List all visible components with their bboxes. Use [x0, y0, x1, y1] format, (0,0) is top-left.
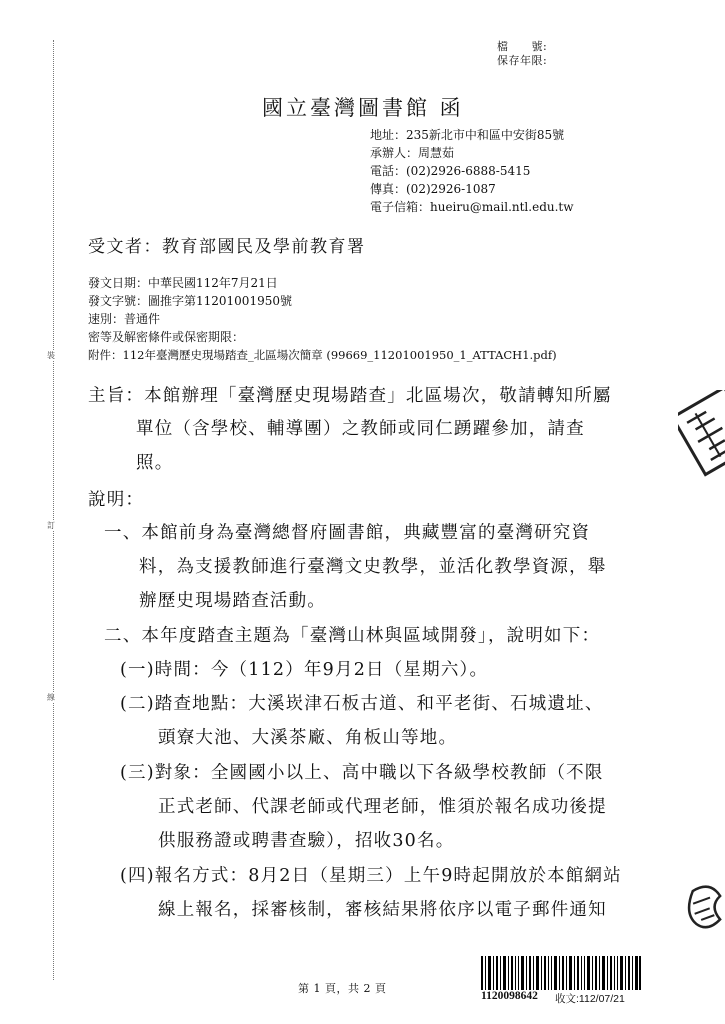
- retention-label: 保存年限:: [497, 54, 548, 67]
- received-date: 收文:112/07/21: [555, 993, 625, 1005]
- subject-line-3: 照。: [136, 453, 174, 473]
- document-number: 發文字號：圖推字第11201001950號: [88, 294, 292, 308]
- page-number: 第 1 頁，共 2 頁: [298, 982, 387, 995]
- item-1-line-3: 辦歷史現場踏查活動。: [139, 591, 326, 611]
- contact-phone: 電話：(02)2926-6888-5415: [370, 164, 531, 178]
- subject-line-1: 主旨：本館辦理「臺灣歷史現場踏查」北區場次，敬請轉知所屬: [88, 386, 612, 406]
- item-1-line-2: 料，為支援教師進行臺灣文史教學，並活化教學資源，舉: [139, 557, 607, 577]
- barcode-number: 1120098642: [481, 990, 538, 1002]
- sub-item-2-line-2: 頭寮大池、大溪茶廠、角板山等地。: [158, 728, 458, 748]
- page-title: 國立臺灣圖書館 函: [262, 96, 464, 120]
- stamp-icon: [678, 390, 725, 480]
- attachment-link[interactable]: 附件：112年臺灣歷史現場踏查_北區場次簡章 (99669_11201001950_1_ATTACH1.pdf): [88, 348, 557, 362]
- binding-line: [53, 40, 56, 980]
- binding-mark-top: 裝: [47, 351, 55, 360]
- contact-handler: 承辦人：周慧茹: [370, 146, 455, 160]
- sub-item-1: (一)時間：今（112）年9月2日（星期六）。: [120, 660, 489, 680]
- sub-item-3-line-2: 正式老師、代課老師或代理老師，惟須於報名成功後提: [158, 797, 607, 817]
- sub-item-2-line-1: (二)踏查地點：大溪崁津石板古道、和平老街、石城遺址、: [120, 694, 604, 714]
- contact-address: 地址：235新北市中和區中安街85號: [370, 128, 565, 142]
- contact-email: 電子信箱：hueiru@mail.ntl.edu.tw: [370, 200, 574, 214]
- subject-line-2: 單位（含學校、輔導團）之教師或同仁踴躍參加，請查: [136, 419, 585, 439]
- file-number-label: 檔 號:: [497, 40, 548, 53]
- item-2-line-1: 二、本年度踏查主題為「臺灣山林與區域開發」，說明如下：: [104, 626, 601, 646]
- contact-fax: 傳真：(02)2926-1087: [370, 182, 496, 196]
- secrecy-level: 密等及解密條件或保密期限：: [88, 330, 245, 344]
- stamp-icon: [680, 880, 725, 940]
- issue-date: 發文日期：中華民國112年7月21日: [88, 276, 278, 290]
- sub-item-4-line-2: 線上報名，採審核制，審核結果將依序以電子郵件通知: [158, 900, 607, 920]
- explanation-label: 說明：: [88, 490, 145, 510]
- binding-mark-mid: 訂: [47, 521, 55, 530]
- sub-item-3-line-1: (三)對象：全國國小以上、高中職以下各級學校教師（不限: [120, 763, 604, 783]
- recipient: 受文者：教育部國民及學前教育署: [88, 237, 366, 257]
- binding-mark-bottom: 線: [47, 693, 55, 702]
- sub-item-4-line-1: (四)報名方式：8月2日（星期三）上午9時起開放於本館網站: [120, 866, 622, 886]
- sub-item-3-line-3: 供服務證或聘書查驗），招收30名。: [158, 831, 455, 851]
- delivery-speed: 速別：普通件: [88, 312, 161, 326]
- item-1-line-1: 一、本館前身為臺灣總督府圖書館，典藏豐富的臺灣研究資: [104, 523, 591, 543]
- barcode-icon: [481, 956, 641, 990]
